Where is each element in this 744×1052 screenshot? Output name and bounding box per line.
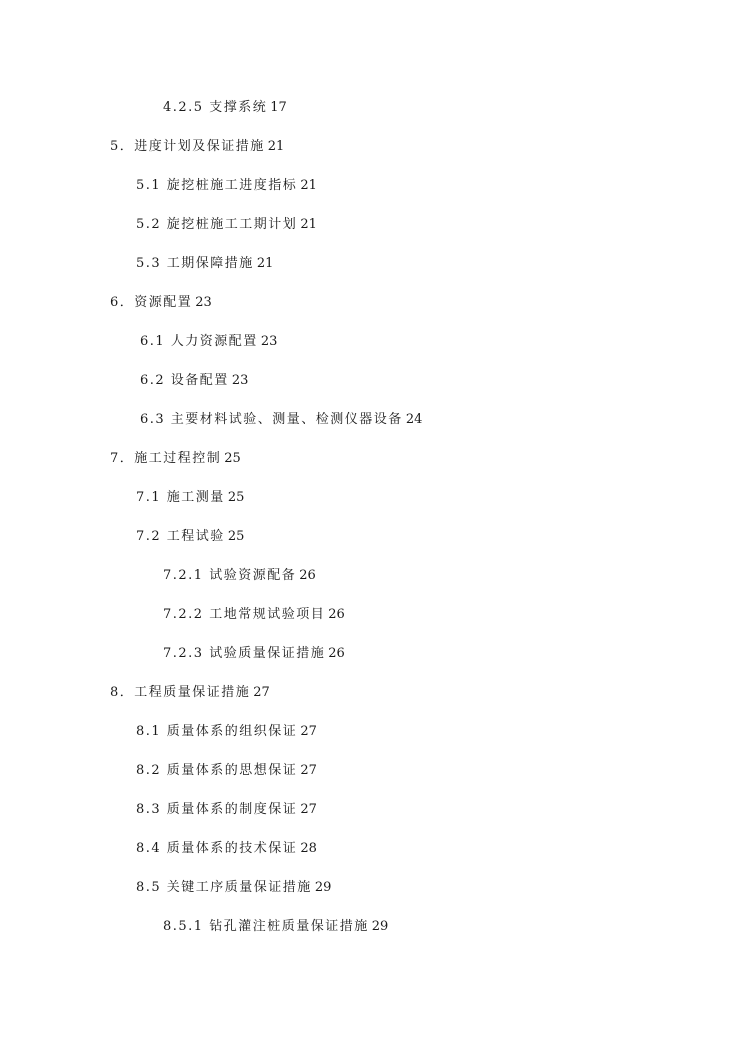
toc-entry-page: 21 xyxy=(300,217,317,232)
toc-entry xyxy=(140,412,422,428)
toc-entry-page: 23 xyxy=(260,334,278,349)
toc-entry xyxy=(110,139,284,155)
toc-entry xyxy=(136,763,317,779)
toc-entry xyxy=(163,100,287,116)
toc-entry-title: 8．工程质量保证措施 xyxy=(110,685,251,700)
toc-entry-title: 5．进度计划及保证措施 xyxy=(110,139,265,154)
toc-entry-page: 27 xyxy=(300,763,317,778)
toc-entry xyxy=(163,607,345,623)
toc-entry xyxy=(136,256,273,272)
toc-entry xyxy=(110,685,270,701)
toc-entry-page: 23 xyxy=(231,373,249,388)
toc-entry xyxy=(136,841,317,857)
toc-entry-title: 4.2.5 支撑系统 xyxy=(163,100,268,115)
toc-entry-page: 29 xyxy=(371,919,389,934)
toc-entry xyxy=(136,217,317,233)
toc-entry-title: 6．资源配置 xyxy=(110,295,193,310)
toc-entry-title: 7.2.1 试验资源配备 xyxy=(163,568,297,583)
toc-entry xyxy=(136,802,317,818)
toc-entry-title: 7．施工过程控制 xyxy=(110,451,222,466)
toc-entry-page: 27 xyxy=(300,724,317,739)
toc-entry-page: 21 xyxy=(300,178,317,193)
toc-entry-page: 26 xyxy=(328,607,345,622)
toc-entry-page: 25 xyxy=(227,490,245,505)
toc-entry-title: 5.3 工期保障措施 xyxy=(136,256,254,271)
toc-entry-page: 25 xyxy=(224,451,241,466)
toc-entry-page: 24 xyxy=(405,412,423,427)
toc-entry-title: 8.1 质量体系的组织保证 xyxy=(136,724,298,739)
toc-entry-page: 26 xyxy=(328,646,345,661)
toc-entry-title: 7.2 工程试验 xyxy=(136,529,225,544)
toc-entry xyxy=(136,724,317,740)
toc-entry-title: 7.2.2 工地常规试验项目 xyxy=(163,607,326,622)
toc-entry xyxy=(136,529,244,545)
toc-entry-title: 8.5.1 钻孔灌注桩质量保证措施 xyxy=(163,919,369,934)
toc-entry xyxy=(140,334,277,350)
toc-entry-title: 8.2 质量体系的思想保证 xyxy=(136,763,298,778)
toc-entry-title: 6.3 主要材料试验、测量、检测仪器设备 xyxy=(140,412,403,427)
toc-entry-title: 6.2 设备配置 xyxy=(140,373,229,388)
toc-entry xyxy=(136,880,331,896)
toc-entry-title: 7.1 施工测量 xyxy=(136,490,225,505)
toc-entry-title: 8.3 质量体系的制度保证 xyxy=(136,802,298,817)
toc-entry-title: 5.1 旋挖桩施工进度指标 xyxy=(136,178,298,193)
toc-entry-title: 5.2 旋挖桩施工工期计划 xyxy=(136,217,298,232)
toc-entry-page: 28 xyxy=(300,841,317,856)
toc-entry xyxy=(110,451,241,467)
toc-entry-title: 6.1 人力资源配置 xyxy=(140,334,258,349)
toc-entry xyxy=(140,373,248,389)
toc-entry-page: 27 xyxy=(300,802,317,817)
toc-entry-page: 26 xyxy=(299,568,316,583)
toc-entry xyxy=(110,295,212,311)
toc-entry-title: 8.4 质量体系的技术保证 xyxy=(136,841,298,856)
toc-entry-page: 17 xyxy=(270,100,287,115)
toc-entry-title: 8.5 关键工序质量保证措施 xyxy=(136,880,312,895)
toc-entry-page: 29 xyxy=(314,880,332,895)
toc-entry-page: 21 xyxy=(256,256,274,271)
toc-entry-title: 7.2.3 试验质量保证措施 xyxy=(163,646,326,661)
toc-entry xyxy=(136,178,317,194)
toc-entry-page: 27 xyxy=(253,685,270,700)
toc-entry-page: 23 xyxy=(195,295,212,310)
toc-entry-page: 21 xyxy=(267,139,285,154)
toc-entry xyxy=(163,568,316,584)
toc-entry xyxy=(136,490,244,506)
toc-entry xyxy=(163,919,388,935)
toc-entry xyxy=(163,646,345,662)
toc-entry-page: 25 xyxy=(227,529,245,544)
